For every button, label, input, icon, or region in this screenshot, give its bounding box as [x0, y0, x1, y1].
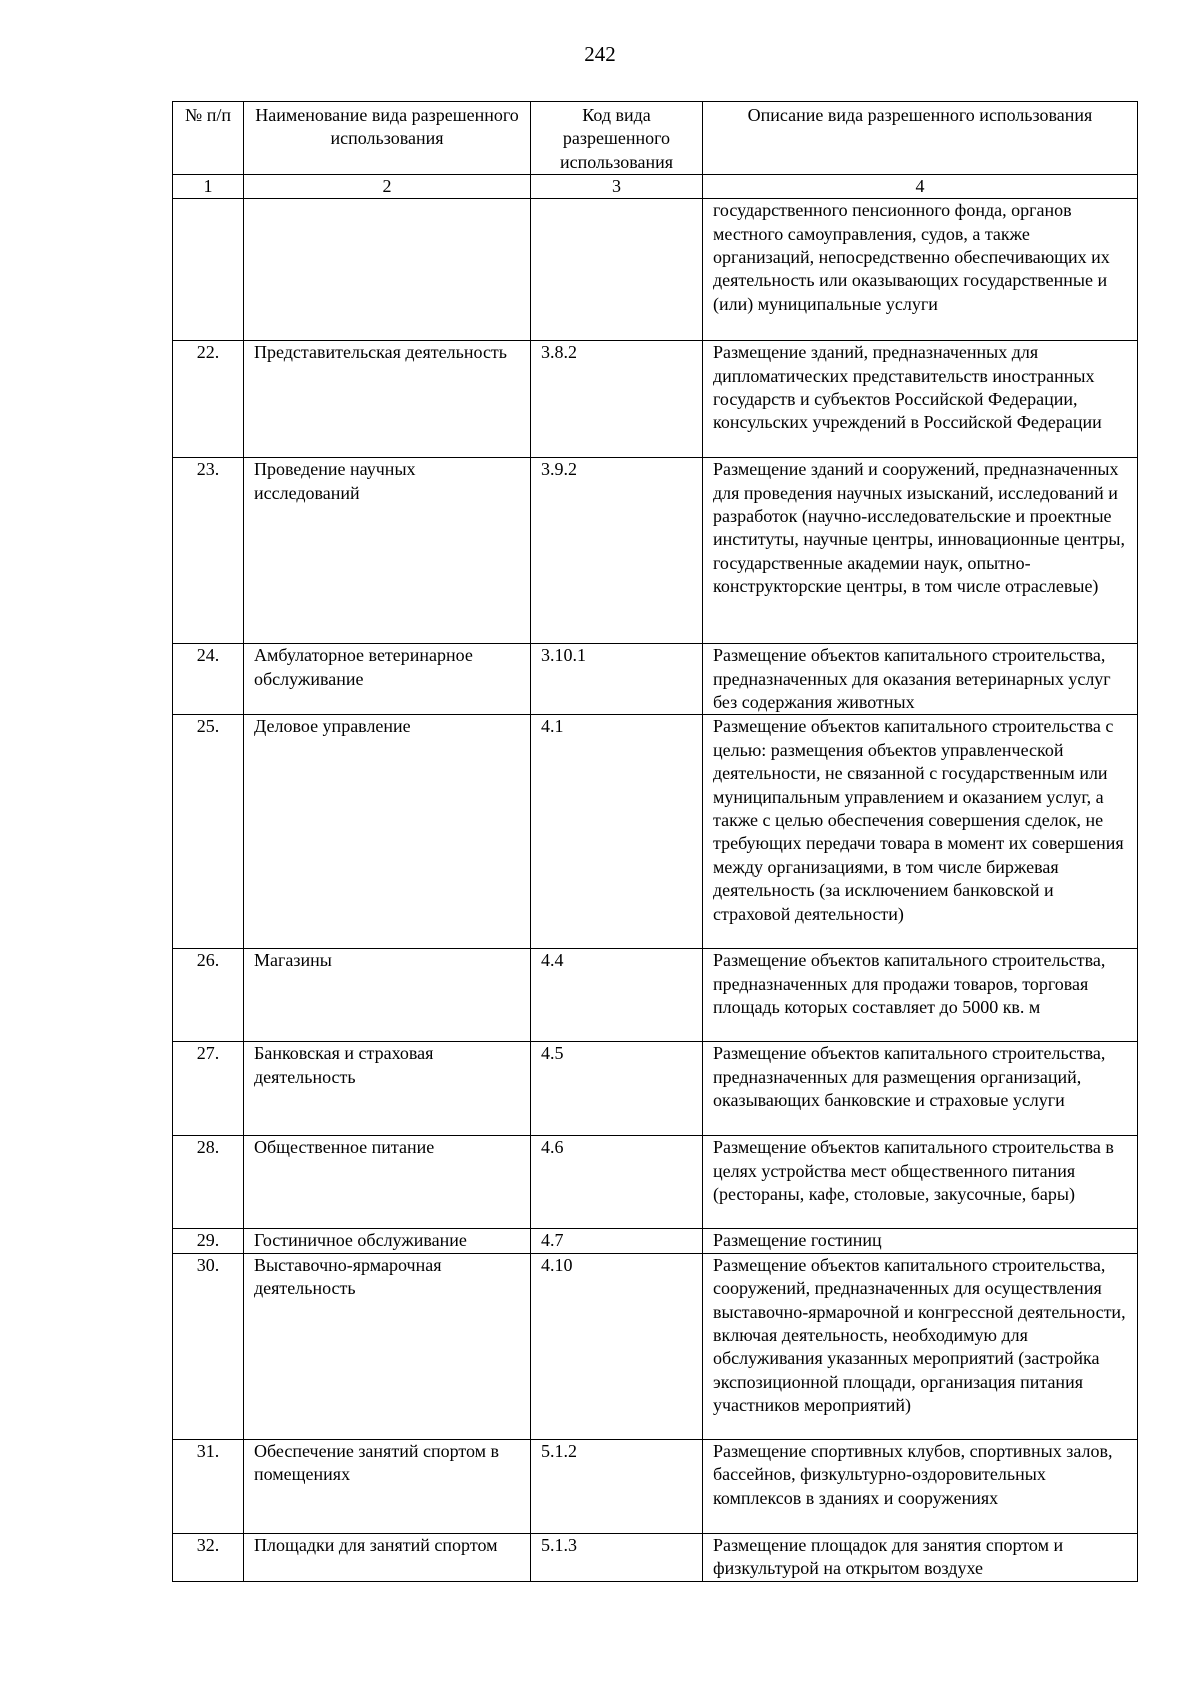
table-row — [173, 949, 1138, 1042]
column-number: 2 — [244, 175, 531, 199]
column-numbers-row — [173, 175, 1138, 199]
column-number: 4 — [703, 175, 1138, 199]
column-number: 1 — [173, 175, 244, 199]
row-name: Представительская деятельность — [244, 341, 531, 458]
row-description: Размещение объектов капитального строительства, предназначенных для размещения организаций, оказывающих банковские и страховые услуги — [703, 1042, 1138, 1136]
row-name: Магазины — [244, 949, 531, 1042]
row-number: 27. — [173, 1042, 244, 1136]
row-description: Размещение объектов капитального строительства с целью: размещения объектов управленческой деятельности, не связанной с государственным или муниципальным управлением и оказанием услуг, а также с целью обеспечения совершения сделок, не требующих передачи товара в момент их совершения между организациями, в том числе биржевая деятельность (за исключением банковской и страховой деятельности) — [703, 715, 1138, 949]
table-body — [173, 199, 1138, 1581]
table-row — [173, 1439, 1138, 1533]
row-description: Размещение зданий и сооружений, предназначенных для проведения научных изысканий, исследований и разработок (научно-исследовательские и проектные институты, научные центры, инновационные центры, государственные академии наук, опытно-конструкторские центры, в том числе отраслевые) — [703, 458, 1138, 644]
row-number: 31. — [173, 1439, 244, 1533]
row-description: Размещение зданий, предназначенных для дипломатических представительств иностранных государств и субъектов Российской Федерации, консульских учреждений в Российской Федерации — [703, 341, 1138, 458]
row-description: Размещение гостиниц — [703, 1229, 1138, 1253]
table-row — [173, 644, 1138, 715]
row-name: Проведение научных исследований — [244, 458, 531, 644]
table-row — [173, 1533, 1138, 1581]
row-code: 3.9.2 — [531, 458, 703, 644]
row-description: Размещение объектов капитального строительства, сооружений, предназначенных для осуществления выставочно-ярмарочной и конгрессной деятельности, включая деятельность, необходимую для обслуживания указанных мероприятий (застройка экспозиционной площади, организация питания участников мероприятий) — [703, 1253, 1138, 1439]
header-number: № п/п — [173, 102, 244, 175]
row-description: государственного пенсионного фонда, органов местного самоуправления, судов, а также организаций, непосредственно обеспечивающих их деятельность или оказывающих государственные и (или) муниципальные услуги — [703, 199, 1138, 341]
row-name: Амбулаторное ветеринарное обслуживание — [244, 644, 531, 715]
row-code: 4.6 — [531, 1136, 703, 1229]
row-number: 32. — [173, 1533, 244, 1581]
row-code — [531, 199, 703, 341]
row-number: 26. — [173, 949, 244, 1042]
row-name: Деловое управление — [244, 715, 531, 949]
row-name: Банковская и страховая деятельность — [244, 1042, 531, 1136]
row-number: 23. — [173, 458, 244, 644]
table-row — [173, 1042, 1138, 1136]
row-number: 30. — [173, 1253, 244, 1439]
header-row — [173, 102, 1138, 175]
row-description: Размещение площадок для занятия спортом и физкультурой на открытом воздухе — [703, 1533, 1138, 1581]
row-description: Размещение объектов капитального строительства в целях устройства мест общественного питания (рестораны, кафе, столовые, закусочные, бары) — [703, 1136, 1138, 1229]
row-number: 28. — [173, 1136, 244, 1229]
row-name — [244, 199, 531, 341]
row-number: 29. — [173, 1229, 244, 1253]
table-row — [173, 458, 1138, 644]
header-description: Описание вида разрешенного использования — [703, 102, 1138, 175]
row-number: 22. — [173, 341, 244, 458]
row-description: Размещение спортивных клубов, спортивных залов, бассейнов, физкультурно-оздоровительных комплексов в зданиях и сооружениях — [703, 1439, 1138, 1533]
row-number: 24. — [173, 644, 244, 715]
row-description: Размещение объектов капитального строительства, предназначенных для продажи товаров, торговая площадь которых составляет до 5000 кв. м — [703, 949, 1138, 1042]
table-row — [173, 1253, 1138, 1439]
table-row — [173, 1136, 1138, 1229]
row-description: Размещение объектов капитального строительства, предназначенных для оказания ветеринарных услуг без содержания животных — [703, 644, 1138, 715]
land-use-table — [172, 101, 1138, 1582]
table-header — [173, 102, 1138, 199]
row-code: 3.8.2 — [531, 341, 703, 458]
table-row — [173, 1229, 1138, 1253]
row-number — [173, 199, 244, 341]
row-code: 4.10 — [531, 1253, 703, 1439]
row-name: Гостиничное обслуживание — [244, 1229, 531, 1253]
header-name: Наименование вида разрешенного использования — [244, 102, 531, 175]
row-code: 3.10.1 — [531, 644, 703, 715]
row-name: Площадки для занятий спортом — [244, 1533, 531, 1581]
row-name: Выставочно-ярмарочная деятельность — [244, 1253, 531, 1439]
column-number: 3 — [531, 175, 703, 199]
row-code: 5.1.3 — [531, 1533, 703, 1581]
row-code: 5.1.2 — [531, 1439, 703, 1533]
row-code: 4.5 — [531, 1042, 703, 1136]
row-code: 4.4 — [531, 949, 703, 1042]
row-code: 4.7 — [531, 1229, 703, 1253]
table-row — [173, 341, 1138, 458]
row-number: 25. — [173, 715, 244, 949]
row-name: Обеспечение занятий спортом в помещениях — [244, 1439, 531, 1533]
row-name: Общественное питание — [244, 1136, 531, 1229]
row-code: 4.1 — [531, 715, 703, 949]
header-code: Код вида разрешенного использования — [531, 102, 703, 175]
page-number: 242 — [584, 42, 616, 66]
table-row — [173, 715, 1138, 949]
table-row — [173, 199, 1138, 341]
